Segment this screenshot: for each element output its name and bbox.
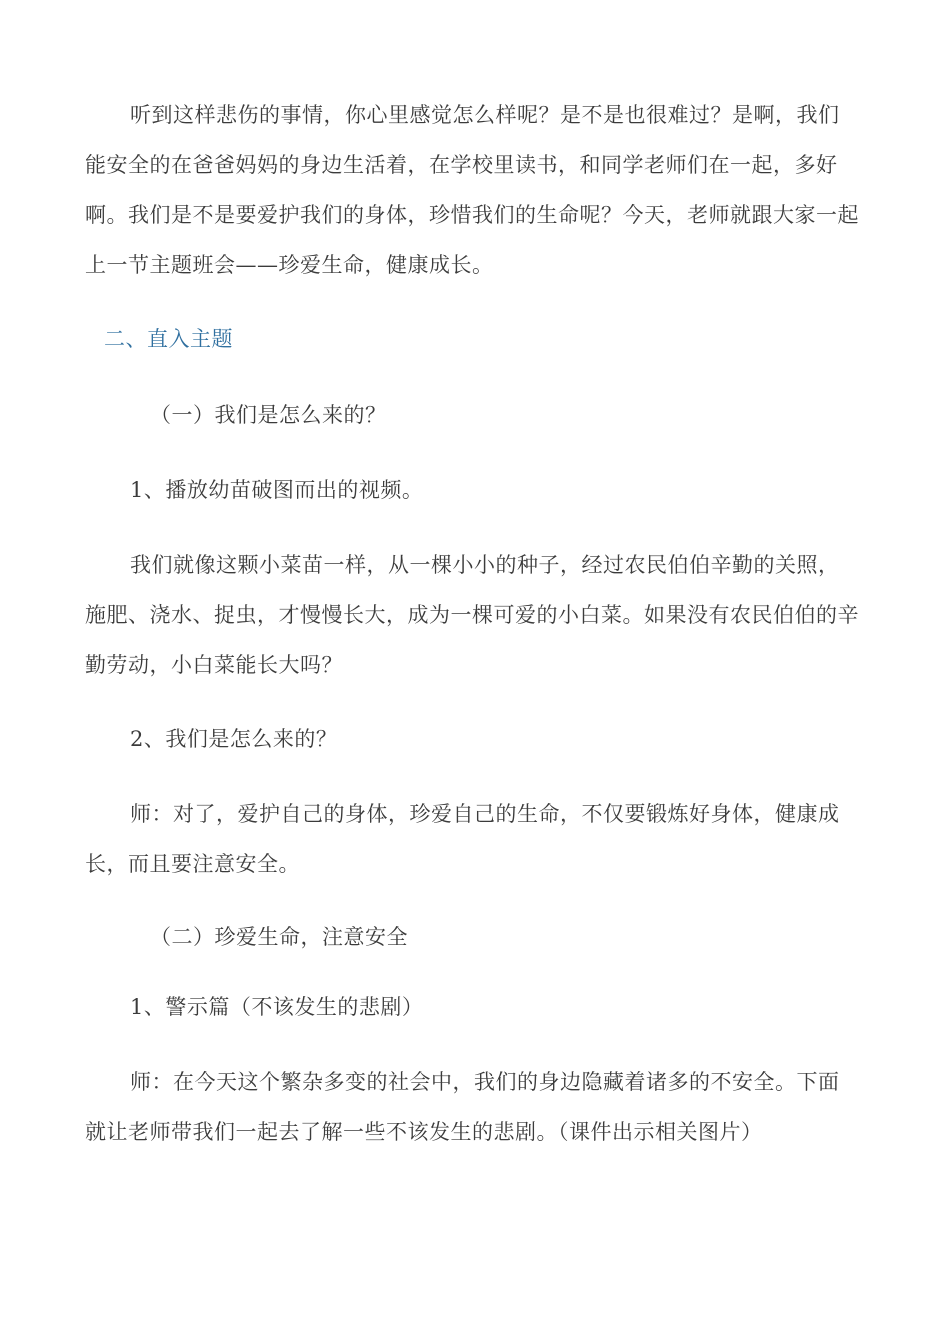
item-heading-play-video: 1、播放幼苗破图而出的视频。 [130, 478, 424, 502]
paragraph-teacher-warning: 师：在今天这个繁杂多变的社会中，我们的身边隐藏着诸多的不安全。下面就让老师带我们一起去了解一些不该发生的悲剧。（课件出示相关图片） [85, 1070, 840, 1144]
subheading-how-we-came: （一）我们是怎么来的？ [150, 403, 387, 427]
section-heading-direct-topic: 二、直入主题 [104, 327, 233, 351]
item-heading-how-we-came: 2、我们是怎么来的？ [130, 727, 338, 751]
subheading-cherish-life: （二）珍爱生命，注意安全 [150, 925, 408, 949]
item-heading-warning: 1、警示篇（不该发生的悲剧） [130, 995, 424, 1019]
paragraph-teacher-safety: 师：对了，爱护自己的身体，珍爱自己的生命，不仅要锻炼好身体，健康成长，而且要注意安全。 [85, 802, 840, 876]
paragraph-seedling: 我们就像这颗小菜苗一样，从一棵小小的种子，经过农民伯伯辛勤的关照，施肥、浇水、捉虫，才慢慢长大，成为一棵可爱的小白菜。如果没有农民伯伯的辛勤劳动，小白菜能长大吗？ [85, 553, 859, 677]
paragraph-intro: 听到这样悲伤的事情，你心里感觉怎么样呢？是不是也很难过？是啊，我们能安全的在爸爸妈妈的身边生活着，在学校里读书，和同学老师们在一起，多好啊。我们是不是要爱护我们的身体，珍惜我们的生命呢？今天，老师就跟大家一起上一节主题班会——珍爱生命，健康成长。 [85, 103, 859, 277]
